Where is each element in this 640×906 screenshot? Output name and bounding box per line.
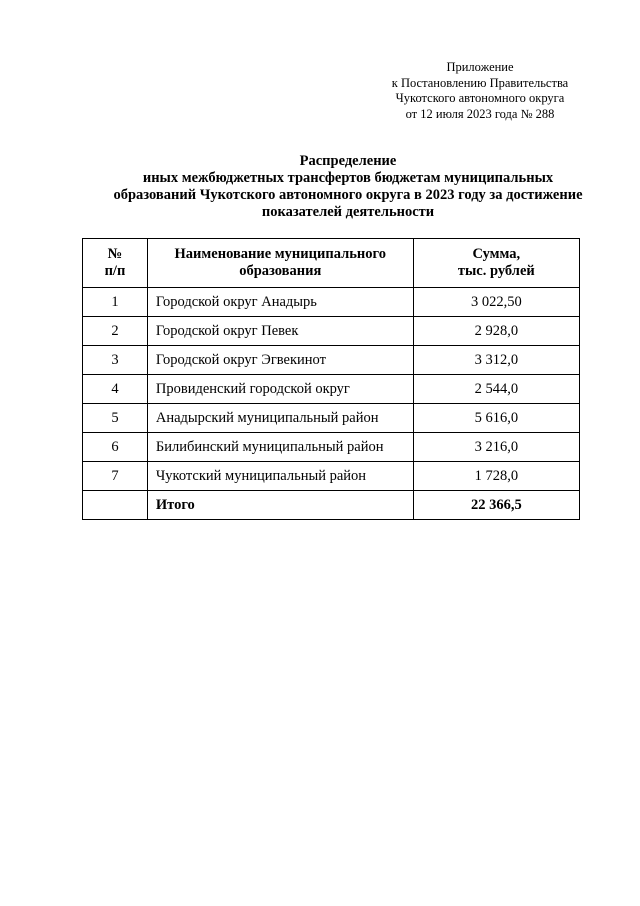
table-header-row <box>83 239 580 288</box>
appendix-date-number: от 12 июля 2023 года № 288 <box>405 106 555 121</box>
total-number-empty <box>83 491 148 520</box>
header-sum-line-1: Сумма, <box>472 246 521 262</box>
table-row <box>83 346 580 375</box>
title-line-4: показателей деятельности <box>261 204 435 220</box>
row-number: 4 <box>83 375 148 404</box>
row-municipality: Городской округ Эгвекинот <box>147 346 413 375</box>
header-number-pp: п/п <box>104 263 126 279</box>
table-row <box>83 433 580 462</box>
table-row <box>83 462 580 491</box>
row-sum: 5 616,0 <box>413 404 579 433</box>
title-line-2: иных межбюджетных трансфертов бюджетам муниципальных <box>142 170 554 186</box>
appendix-title: Приложение <box>446 60 514 74</box>
table-row <box>83 288 580 317</box>
total-row <box>83 491 580 520</box>
row-municipality: Городской округ Анадырь <box>147 288 413 317</box>
row-sum: 1 728,0 <box>413 462 579 491</box>
row-number: 1 <box>83 288 148 317</box>
row-number: 5 <box>83 404 148 433</box>
distribution-table <box>82 238 580 520</box>
header-number <box>83 239 148 288</box>
row-municipality: Билибинский муниципальный район <box>147 433 413 462</box>
row-sum: 3 216,0 <box>413 433 579 462</box>
header-number-sign: № <box>107 246 123 262</box>
table-row <box>83 317 580 346</box>
row-number: 7 <box>83 462 148 491</box>
header-name-line-1: Наименование муниципального <box>174 246 386 262</box>
appendix-region: Чукотского автономного округа <box>395 91 565 105</box>
header-sum-line-2: тыс. рублей <box>457 263 535 279</box>
document-title <box>70 153 626 221</box>
row-sum: 2 544,0 <box>413 375 579 404</box>
row-number: 3 <box>83 346 148 375</box>
row-municipality: Чукотский муниципальный район <box>147 462 413 491</box>
header-sum <box>413 239 579 288</box>
row-municipality: Провиденский городской округ <box>147 375 413 404</box>
row-sum: 3 022,50 <box>413 288 579 317</box>
header-name-line-2: образования <box>239 263 322 279</box>
row-municipality: Анадырский муниципальный район <box>147 404 413 433</box>
title-line-1: Распределение <box>299 153 397 169</box>
appendix-block <box>360 60 600 122</box>
title-line-3: образований Чукотского автономного округа в 2023 году за достижение <box>113 187 583 203</box>
row-number: 6 <box>83 433 148 462</box>
table-row <box>83 375 580 404</box>
row-sum: 3 312,0 <box>413 346 579 375</box>
total-sum: 22 366,5 <box>413 491 579 520</box>
appendix-resolution: к Постановлению Правительства <box>391 75 569 90</box>
table-row <box>83 404 580 433</box>
row-municipality: Городской округ Певек <box>147 317 413 346</box>
row-number: 2 <box>83 317 148 346</box>
header-name <box>147 239 413 288</box>
row-sum: 2 928,0 <box>413 317 579 346</box>
total-label: Итого <box>147 491 413 520</box>
